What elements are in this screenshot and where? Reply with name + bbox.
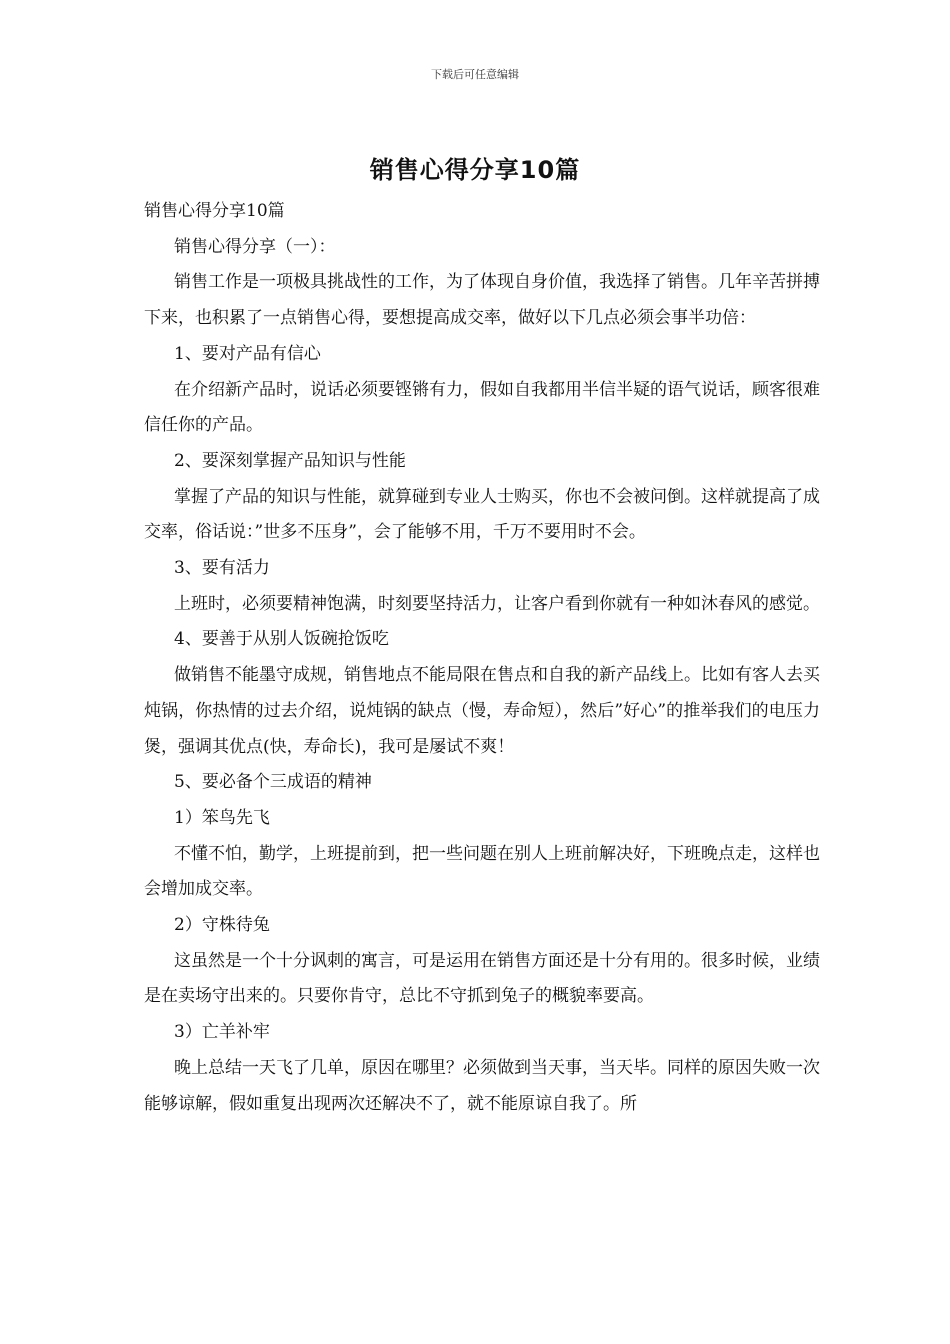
header-note: 下载后可任意编辑 (431, 68, 519, 81)
paragraph: 这虽然是一个十分讽刺的寓言，可是运用在销售方面还是十分有用的。很多时候，业绩是在卖场守出来的。只要你肯守，总比不守抓到兔子的概貌率要高。 (144, 950, 820, 1007)
paragraph: 2、要深刻掌握产品知识与性能 (174, 450, 406, 471)
paragraph: 1、要对产品有信心 (174, 343, 321, 364)
paragraph: 3）亡羊补牢 (174, 1022, 270, 1043)
paragraph: 上班时，必须要精神饱满，时刻要坚持活力，让客户看到你就有一种如沐春风的感觉。 (174, 593, 820, 614)
paragraph: 销售工作是一项极具挑战性的工作，为了体现自身价值，我选择了销售。几年辛苦拼搏下来，也积累了一点销售心得，要想提高成交率，做好以下几点必须会事半功倍： (144, 272, 820, 329)
paragraph: 不懂不怕，勤学，上班提前到，把一些问题在别人上班前解决好，下班晚点走，这样也会增加成交率。 (144, 843, 820, 900)
paragraph: 在介绍新产品时，说话必须要铿锵有力，假如自我都用半信半疑的语气说话，顾客很难信任你的产品。 (144, 379, 820, 436)
paragraph: 2）守株待兔 (174, 915, 270, 936)
paragraph: 5、要必备个三成语的精神 (174, 772, 372, 793)
paragraph: 销售心得分享（一）： (174, 236, 336, 257)
document-body (144, 194, 820, 1122)
paragraph: 掌握了产品的知识与性能，就算碰到专业人士购买，你也不会被问倒。这样就提高了成交率，俗话说：”世多不压身”，会了能够不用，千万不要用时不会。 (144, 486, 820, 543)
document-title: 销售心得分享10篇 (369, 156, 581, 184)
paragraph: 晚上总结一天飞了几单，原因在哪里？必须做到当天事，当天毕。同样的原因失败一次能够谅解，假如重复出现两次还解决不了，就不能原谅自我了。所 (144, 1057, 820, 1114)
paragraph: 3、要有活力 (174, 558, 270, 579)
paragraph: 销售心得分享10篇 (144, 201, 285, 221)
paragraph: 1）笨鸟先飞 (174, 807, 270, 828)
paragraph: 做销售不能墨守成规，销售地点不能局限在售点和自我的新产品线上。比如有客人去买炖锅，你热情的过去介绍，说炖锅的缺点（慢，寿命短），然后”好心”的推举我们的电压力煲，强调其优点(快，寿命长)，我可是屡试不爽！ (144, 665, 820, 757)
paragraph: 4、要善于从别人饭碗抢饭吃 (174, 629, 389, 650)
